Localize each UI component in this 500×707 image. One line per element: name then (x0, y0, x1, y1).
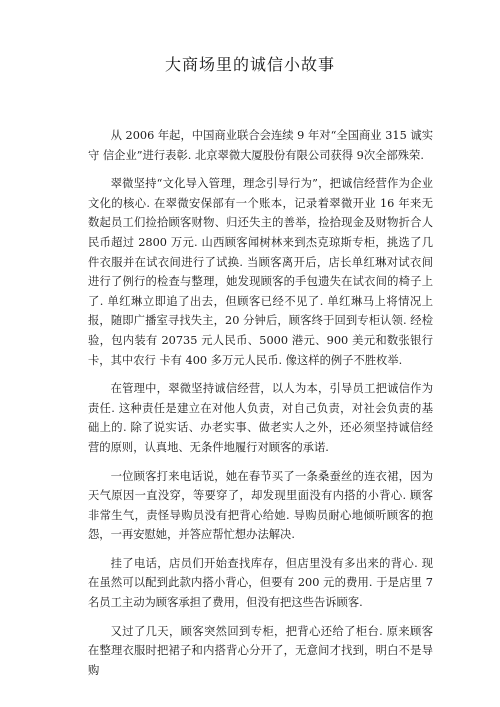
paragraph: 又过了几天，顾客突然回到专柜，把背心还给了柜台. 原来顾客在整理衣服时把裙子和内搭背心分开了，无意间才找到，明白不是导购 (88, 624, 433, 677)
paragraph: 挂了电话，店员们开始查找库存，但店里没有多出来的背心. 现在虽然可以配到此款内搭小背心，但要有 200 元的费用. 于是店里 7 名员工主动为顾客承担了费用，但没有把这些告诉顾客. (88, 556, 433, 610)
document-title: 大商场里的诚信小故事 (164, 55, 335, 74)
paragraph: 在管理中，翠微坚持诚信经营，以人为本，引导员工把诚信作为责任. 这种责任是建立在对他人负责，对自己负责，对社会负责的基础上的. 除了说实话、办老实事、做老实人之外，还必须坚持诚信经营的原则，认真地、无条件地履行对顾客的承诺. (88, 382, 433, 454)
document-body (88, 126, 433, 689)
paragraph: 翠微坚持“文化导入管理，理念引导行为”，把诚信经营作为企业文化的核心. 在翠微安保部有一个账本，记录着翠微开业 16 年来无数起员工们捡拾顾客财物、归还失主的善举，捡拾现金及财物折合人民币超过 2800 万元. 山西顾客闻树林来到杰克琼斯专柜，挑选了几件衣服并在试衣间进行了试换. 当顾客离开后，店长单红琳对试衣间进行了例行的检查与整理，她发现顾客的手包遗失在试衣间的椅子上了. 单红琳立即追了出去，但顾客已经不见了. 单红琳马上将情况上报，随即广播室寻找失主，20 分钟后，顾客终于回到专柜认领. 经检验，包内装有 20735 元人民币、5000 港元、900 美元和数张银行卡，其中农行 卡有 400 多万元人民币. 像这样的例子不胜枚举. (88, 177, 433, 367)
paragraph: 一位顾客打来电话说，她在春节买了一条桑蚕丝的连衣裙，因为天气原因一直没穿，等要穿了，却发现里面没有内搭的小背心. 顾客非常生气，责怪导购员没有把背心给她. 导购员耐心地倾听顾客的抱怨，一再安慰她，并答应帮忙想办法解决. (88, 469, 433, 542)
paragraph: 从 2006 年起，中国商业联合会连续 9 年对“全国商业 315 诚实守 信企业”进行表彰. 北京翠微大厦股份有限公司获得 9次全部殊荣. (88, 129, 433, 162)
